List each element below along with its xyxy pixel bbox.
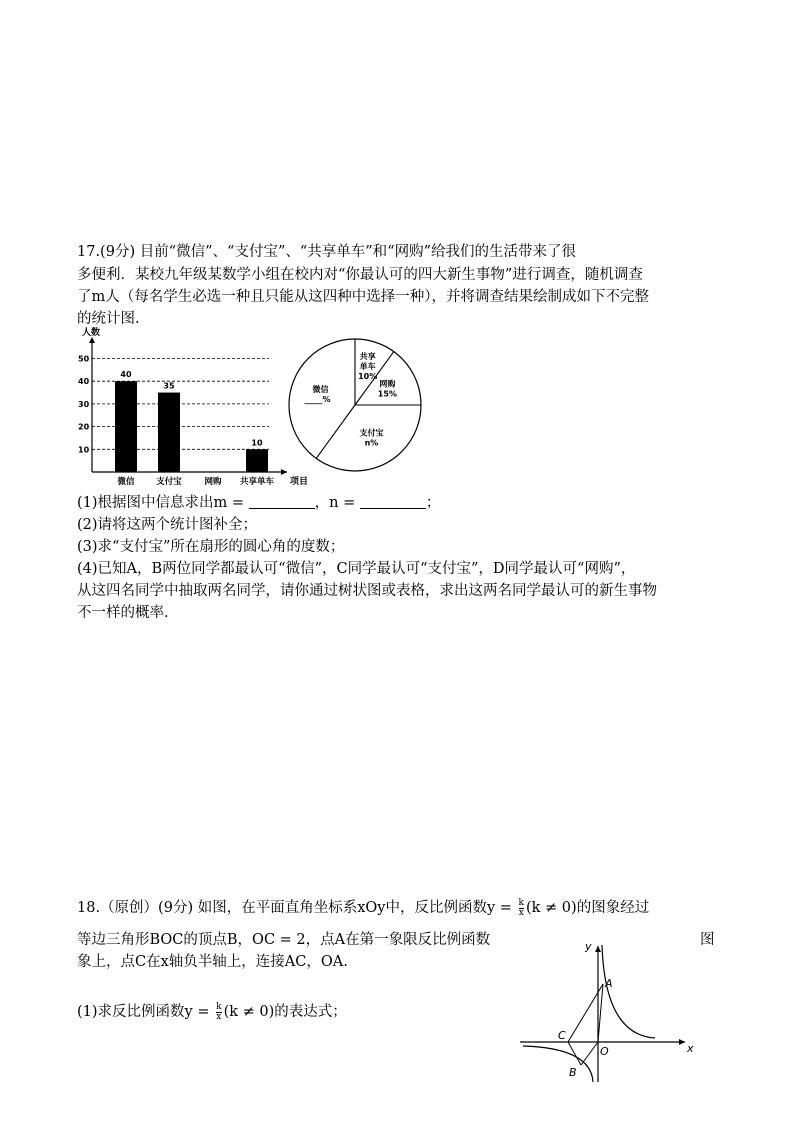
coordinate-graph	[515, 940, 695, 1085]
hyperbola-branch-q1	[602, 945, 655, 1038]
q17-sub4-line2: 从这四名同学中抽取两名同学，请你通过树状图或表格，求出这两名同学最认可的新生事物	[77, 583, 657, 599]
bar-y-tick-label: 20	[78, 422, 90, 432]
q17-line4: 的统计图.	[77, 311, 140, 327]
q17-sub1-text-b: ，n =	[314, 495, 360, 511]
frac-denominator: x	[518, 907, 524, 918]
q18-sub1-text-a: (1)求反比例函数y =	[77, 1004, 215, 1020]
pie-chart	[285, 337, 425, 477]
point-a-label: A	[605, 977, 613, 990]
bar-y-tick-label: 40	[78, 377, 90, 387]
pie-slice-label: 微信	[312, 384, 329, 394]
y-label: y	[585, 940, 592, 953]
q18-line3: 象上，点C在x轴负半轴上，连接AC，OA.	[77, 954, 348, 970]
fraction-k-over-x-2	[216, 1003, 221, 1022]
q18-line2: 等边三角形BOC的顶点B，OC = 2，点A在第一象限反比例函数	[77, 932, 491, 948]
pie-slice-label: 共享	[359, 352, 376, 362]
bar-category-label: 共享单车	[239, 477, 275, 487]
q17-sub1	[77, 493, 440, 513]
pie-slice-label: 单车	[359, 362, 376, 372]
frac-denominator-2: x	[216, 1011, 222, 1022]
q17-sub4-line3: 不一样的概率.	[77, 605, 169, 621]
q17-line3: 了m人（每名学生必选一种且只能从这四种中选择一种），并将调查结果绘制成如下不完整	[77, 289, 649, 305]
x-label: x	[687, 1042, 694, 1055]
bar-y-tick-label: 50	[78, 354, 90, 364]
q18-line1-text-a: 18.（原创）(9分) 如图，在平面直角坐标系xOy中，反比例函数y =	[77, 900, 517, 916]
segment-oa	[598, 984, 603, 1042]
segment-bo	[581, 1042, 598, 1065]
bar	[115, 381, 137, 472]
bar-chart	[72, 325, 309, 487]
frac-numerator-2: k	[216, 1001, 222, 1012]
origin-label: O	[600, 1045, 609, 1058]
q17-sub2: (2)请将这两个统计图补全；	[77, 517, 258, 533]
q18-sub1-text-b: (k ≠ 0)的表达式；	[223, 1004, 347, 1020]
q17-sub3: (3)求“支付宝”所在扇形的圆心角的度数；	[77, 539, 345, 555]
bar-value-label: 10	[251, 438, 263, 448]
x-axis-arrow-icon	[679, 1039, 685, 1045]
bar	[246, 449, 268, 472]
bar-category-label: 微信	[117, 477, 135, 487]
y-axis-arrow-icon	[595, 946, 601, 952]
bar-value-label: 35	[163, 381, 175, 391]
frac-numerator: k	[518, 897, 524, 908]
hyperbola-branch-q3	[523, 1046, 593, 1082]
q17-line2: 多便利．某校九年级某数学小组在校内对“你最认可的四大新生事物”进行调查，随机调查	[77, 267, 643, 283]
q17-line1: 17.(9分) 目前“微信”、“支付宝”、“共享单车”和“网购”给我们的生活带来了很	[77, 244, 577, 260]
bar-y-tick-label: 30	[78, 399, 90, 409]
point-c-label: C	[558, 1029, 566, 1042]
bar-category-label: 网购	[204, 477, 222, 487]
bar-y-axis-label: 人数	[82, 328, 101, 338]
q18-line1-text-b: (k ≠ 0)的图象经过	[526, 900, 650, 916]
answer-blank-m[interactable]	[249, 494, 315, 509]
q18-line2-end: 图	[700, 932, 715, 948]
q18-sub1	[77, 1002, 347, 1022]
point-b-label: B	[569, 1066, 577, 1079]
answer-blank-n[interactable]	[360, 494, 426, 509]
pie-slice-label: 支付宝	[359, 428, 384, 438]
pie-slice-label: n%	[364, 438, 379, 448]
pie-slice-label: %	[322, 394, 331, 404]
bar-x-axis-label: 项目	[290, 477, 309, 487]
q17-sub1-text-c: ；	[425, 495, 441, 511]
pie-slice-label: 15%	[377, 389, 397, 399]
q18-line1	[77, 898, 649, 918]
fraction-k-over-x	[519, 899, 524, 918]
bar-value-label: 40	[120, 370, 132, 380]
pie-slice-label: 网购	[379, 379, 396, 389]
bar	[158, 393, 180, 472]
bar-y-tick-label: 10	[78, 445, 90, 455]
bar-category-label: 支付宝	[156, 477, 182, 487]
pie-slice-label: 10%	[358, 372, 378, 382]
q17-sub4-line1: (4)已知A，B两位同学都最认可“微信”，C同学最认可“支付宝”，D同学最认可“网购”，	[77, 561, 636, 577]
q17-sub1-text-a: (1)根据图中信息求出m =	[77, 495, 249, 511]
